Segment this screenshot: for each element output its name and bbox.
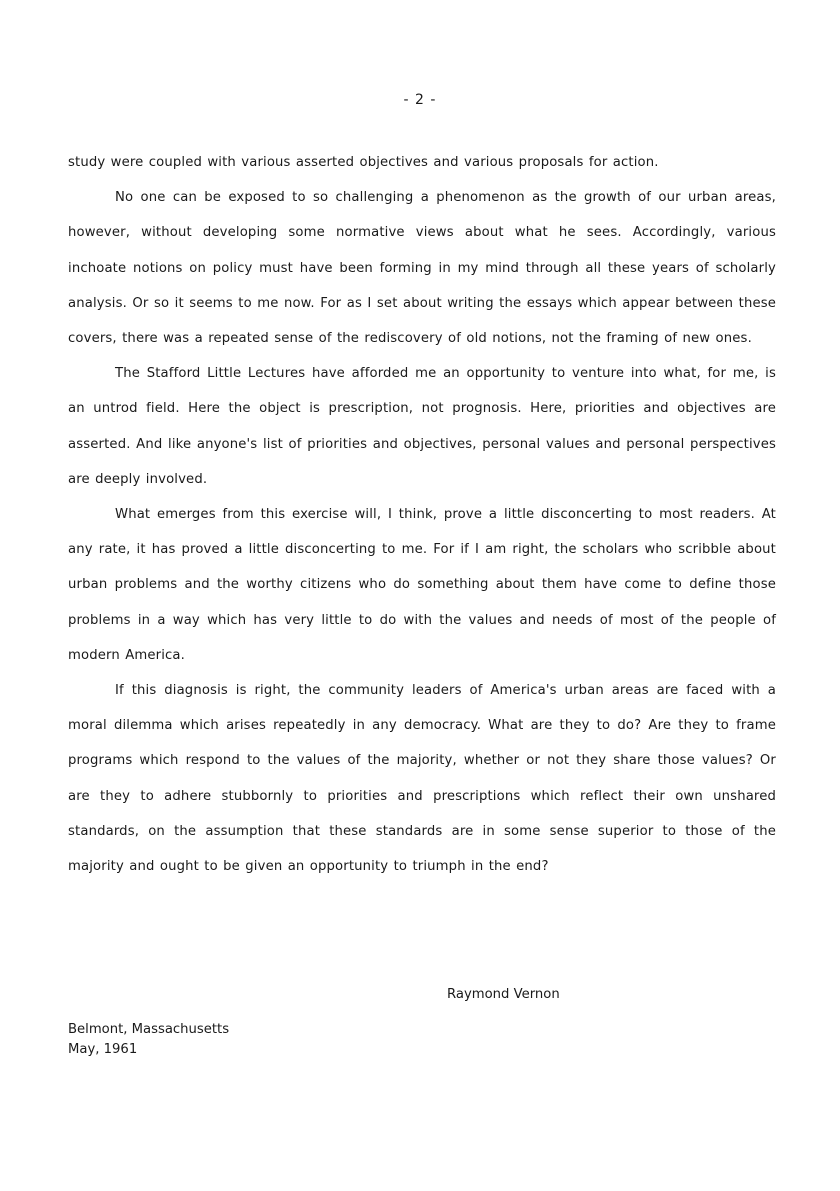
author-signature: Raymond Vernon [447, 987, 560, 1002]
date-line: May, 1961 [68, 1042, 138, 1057]
paragraph-continuation: study were coupled with various asserted objectives and various proposals for action. [68, 155, 659, 170]
preface-body [68, 145, 776, 884]
paragraph-normative-views: No one can be exposed to so challenging a phenomenon as the growth of our urban areas, however, without developing some normative views about what he sees. Accordingly, various inchoate notions on policy must have been forming in my mind through all these years of scholarly analysis. Or so it seems to me now. For as I set about writing the essays which appear between these covers, there was a repeated sense of the rediscovery of old notions, not the framing of new ones. [68, 190, 776, 347]
place-date-block [68, 1020, 229, 1060]
paragraph-stafford-lectures: The Stafford Little Lectures have afforded me an opportunity to venture into what, for me, is an untrod field. Here the object is prescription, not prognosis. Here, priorities and objectives are asserted. And like anyone's list of priorities and objectives, personal values and personal perspectives are deeply involved. [68, 366, 776, 487]
paragraph-moral-dilemma: If this diagnosis is right, the community leaders of America's urban areas are faced with a moral dilemma which arises repeatedly in any democracy. What are they to do? Are they to frame programs which respond to the values of the majority, whether or not they share those values? Or are they to adhere stubbornly to priorities and prescriptions which reflect their own unshared standards, on the assumption that these standards are in some sense superior to those of the majority and ought to be given an opportunity to triumph in the end? [68, 683, 776, 875]
place-line: Belmont, Massachusetts [68, 1022, 230, 1037]
page-number: - 2 - [403, 92, 437, 108]
paragraph-disconcerting: What emerges from this exercise will, I think, prove a little disconcerting to most readers. At any rate, it has proved a little disconcerting to me. For if I am right, the scholars who scribble about urban problems and the worthy citizens who do something about them have come to define those problems in a way which has very little to do with the values and needs of most of the people of modern America. [68, 507, 776, 663]
